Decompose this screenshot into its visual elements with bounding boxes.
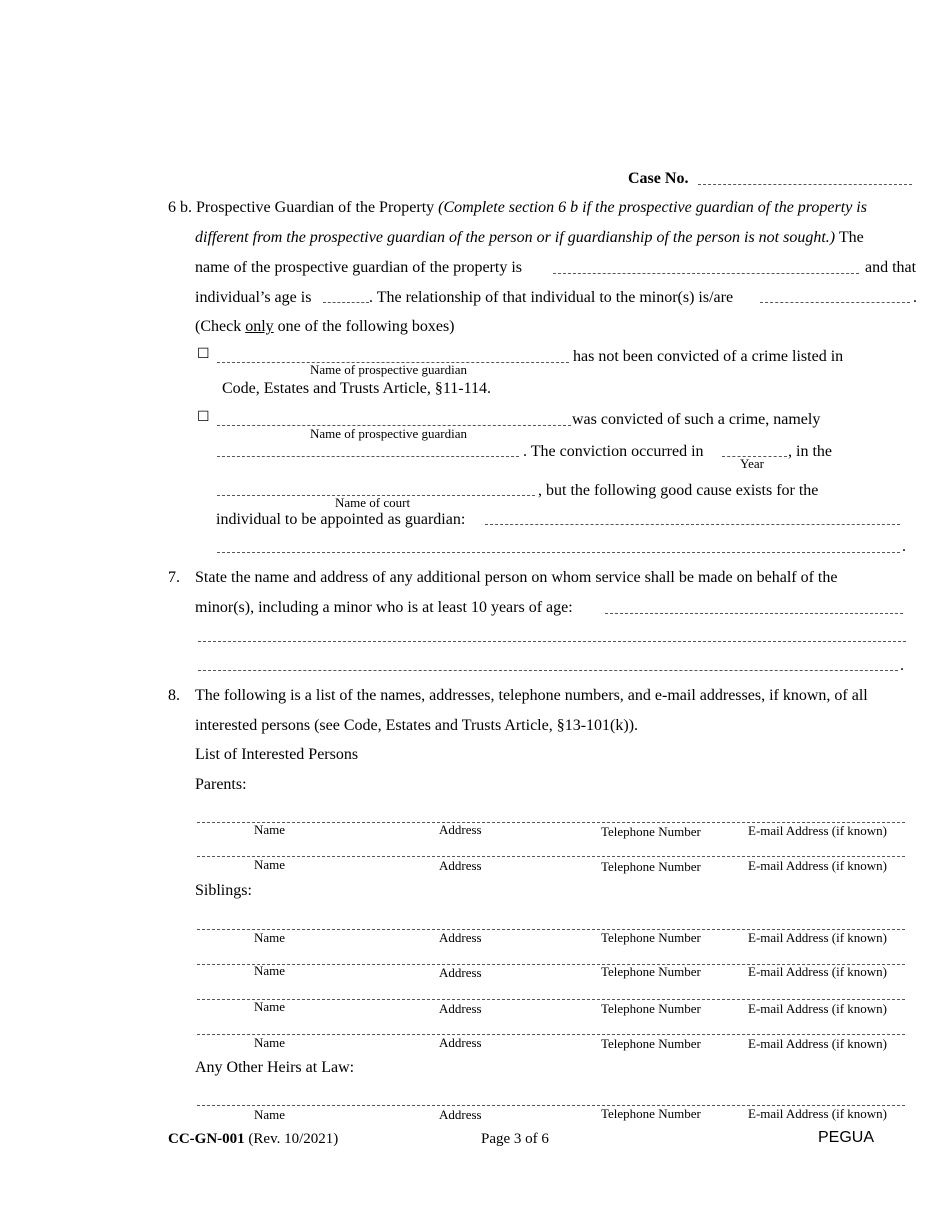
parents-label: Parents: [195, 776, 247, 793]
age-field[interactable] [323, 302, 369, 303]
col-name: Name [254, 822, 286, 837]
check-instruction-only: only [245, 318, 274, 335]
col-name: Name [254, 1035, 286, 1050]
section-7-end-period: . [900, 657, 904, 674]
form-revision: (Rev. 10/2021) [244, 1131, 339, 1147]
col-telephone: Telephone Number [601, 1001, 701, 1016]
sibling-row-4-field[interactable] [197, 1034, 905, 1035]
section-6b-instruction-2: different from the prospective guardian of the person or if guardianship of the person is not sought.) [195, 229, 836, 246]
section-6b-instruction-line-2 [195, 228, 864, 248]
list-title: List of Interested Persons [195, 746, 359, 763]
section-6b-text-tail: The [835, 229, 864, 246]
section-6b-instruction-1: (Complete section 6 b if the prospective guardian of the property is [438, 199, 867, 216]
and-that-text: and that [865, 259, 917, 276]
col-name: Name [254, 857, 286, 872]
col-email: E-mail Address (if known) [748, 964, 888, 979]
parent-row-2-field[interactable] [197, 856, 905, 857]
section-8-text-2: interested persons (see Code, Estates and Trusts Article, §13-101(k)). [195, 717, 639, 734]
option1-name-caption: Name of prospective guardian [310, 362, 468, 377]
additional-person-field-1[interactable] [605, 613, 903, 614]
good-cause-end-period: . [902, 538, 906, 555]
col-address: Address [439, 965, 482, 980]
sibling-row-3-field[interactable] [197, 999, 905, 1000]
col-name: Name [254, 930, 286, 945]
good-cause-text: , but the following good cause exists for the [538, 482, 819, 499]
col-address: Address [439, 858, 482, 873]
guardian-name-field[interactable] [553, 273, 859, 274]
statute-reference: Code, Estates and Trusts Article, §11-114. [222, 380, 492, 397]
crime-field[interactable] [217, 456, 519, 457]
not-convicted-text: has not been convicted of a crime listed in [573, 348, 844, 365]
heirs-label: Any Other Heirs at Law: [195, 1059, 355, 1076]
col-address: Address [439, 1107, 482, 1122]
check-instruction-b: one of the following boxes) [273, 318, 455, 335]
form-id [168, 1130, 338, 1148]
form-code: PEGUA [818, 1129, 875, 1146]
good-cause-field-2[interactable] [217, 552, 900, 553]
relationship-label: . The relationship of that individual to the minor(s) is/are [369, 289, 734, 306]
section-7-number: 7. [168, 569, 180, 586]
age-label: individual’s age is [195, 289, 312, 306]
check-instruction-a: (Check [195, 318, 246, 335]
case-number-field[interactable] [698, 184, 912, 185]
appoint-guardian-label: individual to be appointed as guardian: [216, 511, 466, 528]
col-email: E-mail Address (if known) [748, 1001, 888, 1016]
col-email: E-mail Address (if known) [748, 930, 888, 945]
page-number: Page 3 of 6 [481, 1131, 549, 1147]
col-name: Name [254, 1107, 286, 1122]
conviction-occurred-text: . The conviction occurred in [523, 443, 704, 460]
check-instruction [195, 317, 455, 337]
col-name: Name [254, 963, 286, 978]
col-telephone: Telephone Number [601, 964, 701, 979]
court-caption: Name of court [335, 495, 411, 510]
col-email: E-mail Address (if known) [748, 858, 888, 873]
convicted-checkbox[interactable]: ☐ [197, 409, 210, 425]
col-email: E-mail Address (if known) [748, 1036, 888, 1051]
col-name: Name [254, 999, 286, 1014]
section-8-number: 8. [168, 687, 180, 704]
relationship-field[interactable] [760, 302, 910, 303]
col-address: Address [439, 822, 482, 837]
col-address: Address [439, 930, 482, 945]
option2-name-caption: Name of prospective guardian [310, 426, 468, 441]
col-telephone: Telephone Number [601, 1106, 701, 1121]
not-convicted-checkbox[interactable]: ☐ [197, 346, 210, 362]
additional-person-field-2[interactable] [198, 641, 906, 642]
year-caption: Year [740, 456, 764, 471]
col-email: E-mail Address (if known) [748, 823, 888, 838]
additional-person-field-3[interactable] [198, 670, 898, 671]
in-the-text: , in the [788, 443, 832, 460]
siblings-label: Siblings: [195, 882, 252, 899]
col-telephone: Telephone Number [601, 824, 701, 839]
col-email: E-mail Address (if known) [748, 1106, 888, 1121]
case-number-label: Case No. [628, 170, 689, 187]
guardian-name-label: name of the prospective guardian of the property is [195, 259, 522, 276]
section-7-text-1: State the name and address of any additional person on whom service shall be made on behalf of the [195, 569, 838, 586]
col-address: Address [439, 1001, 482, 1016]
section-7-text-2: minor(s), including a minor who is at least 10 years of age: [195, 599, 573, 616]
col-telephone: Telephone Number [601, 859, 701, 874]
section-8-text-1: The following is a list of the names, addresses, telephone numbers, and e-mail addresses, if known, of all [195, 687, 868, 704]
convicted-text: was convicted of such a crime, namely [572, 411, 821, 428]
form-number: CC-GN-001 [168, 1131, 245, 1147]
col-telephone: Telephone Number [601, 930, 701, 945]
col-telephone: Telephone Number [601, 1036, 701, 1051]
period: . [913, 289, 917, 306]
section-6b-heading [168, 198, 867, 218]
col-address: Address [439, 1035, 482, 1050]
section-6b-lead: 6 b. Prospective Guardian of the Property [168, 199, 439, 216]
good-cause-field-1[interactable] [485, 524, 900, 525]
